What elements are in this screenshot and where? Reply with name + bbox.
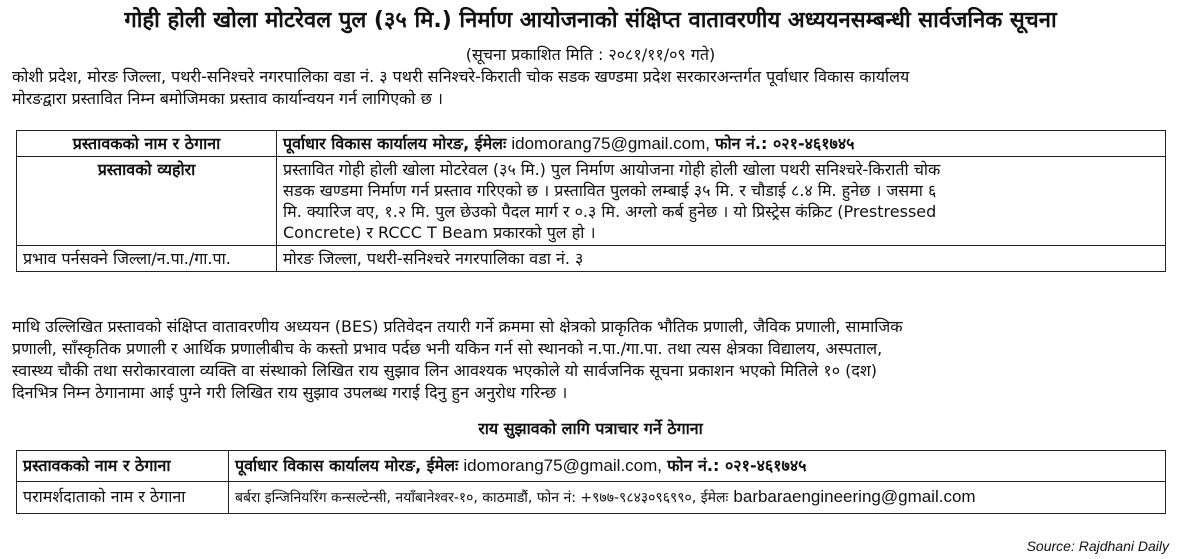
body-line: स्वास्थ्य चौकी तथा सरोकारवाला व्यक्ति वा संस्थाको लिखित राय सुझाव लिन आवश्यक भएकोले यो सार्वजनिक सूचना प्रकाशन भएको मितिले १० (दश) <box>12 361 877 380</box>
proponent-email[interactable]: idomorang75@gmail.com, <box>463 456 663 475</box>
body-line: माथि उल्लिखित प्रस्तावको संक्षिप्त वातावरणीय अध्ययन (BES) प्रतिवेदन तयारी गर्ने क्रममा सो क्षेत्रको प्राकृतिक भौतिक प्रणाली, जैविक प्रणाली, सामाजिक <box>12 317 903 336</box>
intro-line: मोरङद्वारा प्रस्तावित निम्न बमोजिमका प्रस्ताव कार्यान्वयन गर्न लागिएको छ । <box>12 89 443 108</box>
table-row <box>17 451 1166 482</box>
consultant-value <box>229 482 1166 514</box>
description-line: सडक खण्डमा निर्माण गर्न प्रस्ताव गरिएको छ । प्रस्तावित पुलको लम्बाई ३५ मि. र चौडाई ८.४ मि. हुनेछ । जसमा ६ <box>283 181 937 200</box>
intro-paragraph <box>12 66 1172 110</box>
source-credit: Source: Rajdhani Daily <box>1026 538 1169 554</box>
body-line: प्रणाली, साँस्कृतिक प्रणाली र आर्थिक प्रणालीबीच के कस्तो प्रभाव पर्दछ भनी यकिन गर्न सो स्थानको न.पा./गा.पा. तथा त्यस क्षेत्रका विद्यालय, अस्पताल, <box>12 339 883 358</box>
proponent-email[interactable]: idomorang75@gmail.com, <box>511 134 711 153</box>
proponent-office: पूर्वाधार विकास कार्यालय मोरङ, ईमेलः <box>283 134 507 153</box>
body-paragraph <box>12 316 1172 404</box>
correspondence-heading: राय सुझावको लागि पत्राचार गर्ने ठेगाना <box>478 419 703 438</box>
proposal-details-table <box>16 130 1166 272</box>
affected-area-label: प्रभाव पर्नसक्ने जिल्ला/न.पा./गा.पा. <box>17 246 277 272</box>
table-row <box>17 157 1166 246</box>
body-line: दिनभित्र निम्न ठेगानामा आई पुग्ने गरी लिखित राय सुझाव उपलब्ध गराई दिनु हुन अनुरोध गरिन्छ । <box>12 383 568 402</box>
published-date: (सूचना प्रकाशित मिति : २०८१/११/०९ गते) <box>465 45 716 64</box>
proponent-phone: फोन नं.: ०२१-४६१७४५ <box>715 134 855 153</box>
proponent-label: प्रस्तावकको नाम र ठेगाना <box>17 451 229 482</box>
proponent-value <box>277 131 1166 157</box>
affected-area-value: मोरङ जिल्ला, पथरी-सनिश्चरे नगरपालिका वडा नं. ३ <box>277 246 1166 272</box>
proponent-label: प्रस्तावकको नाम र ठेगाना <box>17 131 277 157</box>
table-row <box>17 482 1166 514</box>
proposal-description-label: प्रस्तावको व्यहोरा <box>17 157 277 246</box>
proponent-office: पूर्वाधार विकास कार्यालय मोरङ, ईमेलः <box>235 456 459 475</box>
consultant-address: बर्बरा इन्जिनियरिंग कन्सल्टेन्सी, नयाँबानेश्वर-१०, काठमाडौं, फोन नं: +९७७-९८४३०९६९९०, ईमेलः <box>235 490 729 506</box>
proponent-value <box>229 451 1166 482</box>
correspondence-table <box>16 450 1166 514</box>
consultant-email[interactable]: barbaraengineering@gmail.com <box>733 487 976 506</box>
description-line: मि. क्यारिज वए, १.२ मि. पुल छेउको पैदल मार्ग र ०.३ मि. अग्लो कर्ब हुनेछ । यो प्रिस्ट्रेस कंक्रिट (Prestressed <box>283 202 937 221</box>
consultant-label: परामर्शदाताको नाम र ठेगाना <box>17 482 229 514</box>
description-line: प्रस्तावित गोही होली खोला मोटरेवल (३५ मि.) पुल निर्माण आयोजना गोही होली खोला पथरी सनिश्चरे-किराती चोक <box>283 160 941 179</box>
proposal-description-value <box>277 157 1166 246</box>
description-line: Concrete) र RCCC T Beam प्रकारको पुल हो । <box>283 223 596 242</box>
notice-title: गोही होली खोला मोटरेवल पुल (३५ मि.) निर्माण आयोजनाको संक्षिप्त वातावरणीय अध्ययनसम्बन्धी सार्वजनिक सूचना <box>124 8 1057 33</box>
table-row <box>17 131 1166 157</box>
intro-line: कोशी प्रदेश, मोरङ जिल्ला, पथरी-सनिश्चरे नगरपालिका वडा नं. ३ पथरी सनिश्चरे-किराती चोक सडक खण्डमा प्रदेश सरकारअन्तर्गत पूर्वाधार विकास कार्यालय <box>12 67 910 86</box>
table-row <box>17 246 1166 272</box>
proponent-phone: फोन नं.: ०२१-४६१७४५ <box>667 456 807 475</box>
